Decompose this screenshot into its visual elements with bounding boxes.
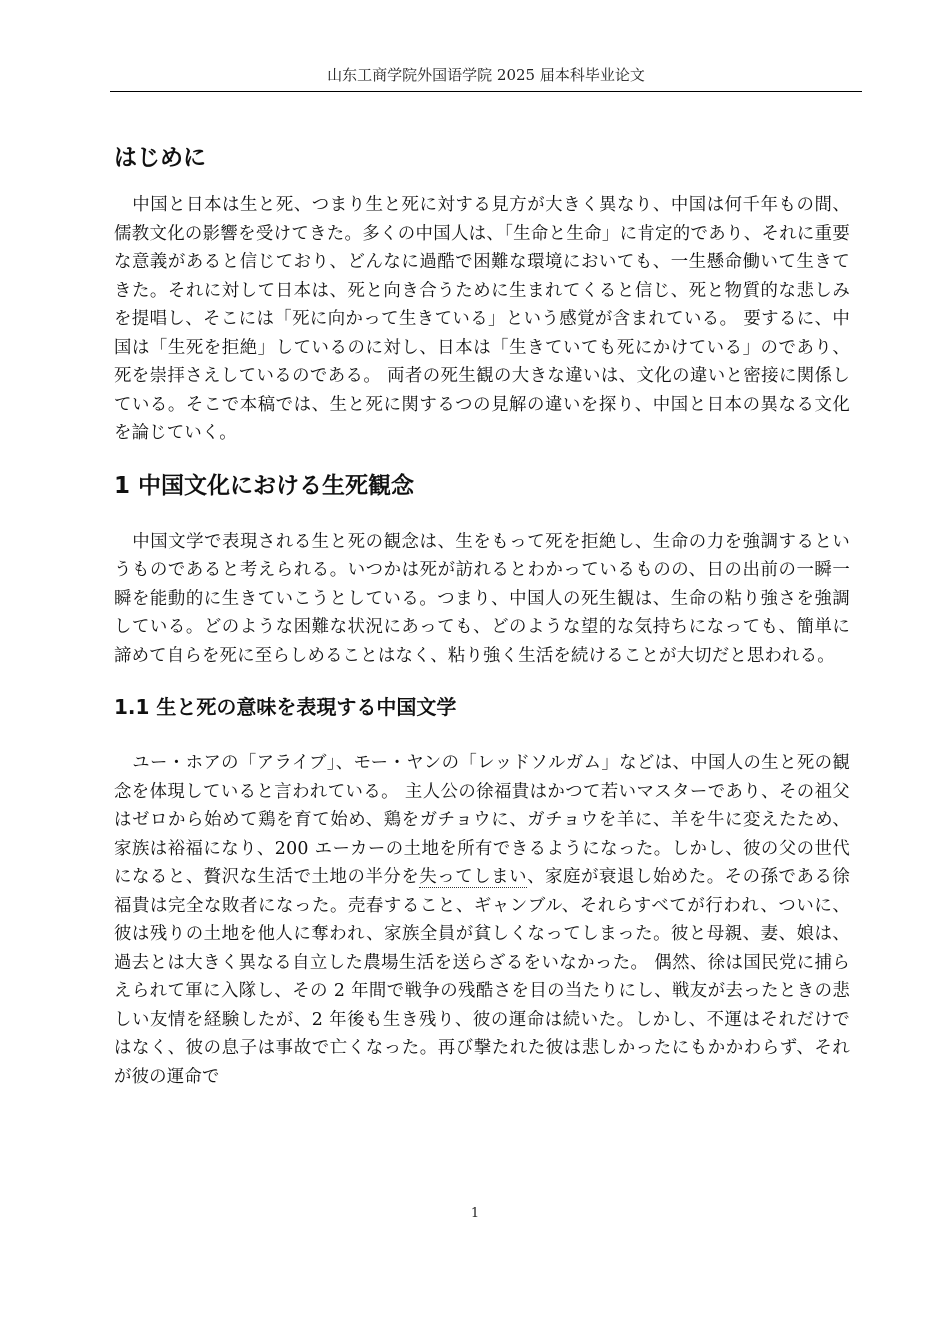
section-1-1-text-before: ユー・ホアの「アライブ」、モー・ヤンの「レッドソルガム」などは、中国人の生と死の観念を体現していると言われている。 主人公の徐福貴はかつて若いマスターであり、その祖父はゼロから始めて鶏を育て始め、鶏をガチョウに、ガチョウを羊に、羊を牛に変えたため、家族は裕福になり、200 エーカーの土地を所有できるようになった。しかし、彼の父の世代になると、贅沢な生活で土地の半分を (114, 753, 850, 887)
intro-heading: はじめに (114, 145, 206, 171)
section-1-heading: 1 中国文化における生死観念 (114, 472, 415, 499)
section-1-1-text-after: 、家庭が衰退し始めた。その孫である徐福貴は完全な敗者になった。売春すること、ギャンブル、それらすべてが行われ、ついに、彼は残りの土地を他人に奪われ、家族全員が貧しくなってしまった。彼と母親、妻、娘は、過去とは大きく異なる自立した農場生活を送らざるをいなかった。 偶然、徐は国民党に捕らえられて軍に入隊し、その 2 年間で戦争の残酷さを目の当たりにし、戦友が去ったときの悲しい友情を経験したが、2 年後も生き残り、彼の運命は続いた。しかし、不運はそれだけではなく、彼の息子は事故で亡くなった。再び撃たれた彼は悲しかったにもかかわらず、それが彼の運命で (114, 867, 851, 1087)
section-1-1-heading: 1.1 生と死の意味を表現する中国文学 (114, 695, 457, 719)
header-rule (110, 91, 862, 92)
section-1-paragraph: 中国文学で表現される生と死の観念は、生をもって死を拒絶し、生命の力を強調するというものであると考えられる。いつかは死が訪れるとわかっているものの、日の出前の一瞬一瞬を能動的に生きていこうとしている。つまり、中国人の死生観は、生命の粘り強さを強調している。どのような困難な状況にあっても、どのような望的な気持ちになっても、簡単に諦めて自らを死に至らしめることはなく、粘り強く生活を続けることが大切だと思われる。 (114, 531, 850, 666)
intro-paragraph: 中国と日本は生と死、つまり生と死に対する見方が大きく異なり、中国は何千年もの間、儒教文化の影響を受けてきた。多くの中国人は、「生命と生命」に肯定的であり、それに重要な意義があると信じており、どんなに過酷で困難な環境においても、一生懸命働いて生きてきた。それに対して日本は、死と向き合うために生まれてくると信じ、死と物質的な悲しみを提唱し、そこには「死に向かって生きている」という感覚が含まれている。 要するに、中国は「生死を拒絶」しているのに対し、日本は「生きていても死にかけている」のであり、死を崇拝さえしているのである。 両者の死生観の大きな違いは、文化の違いと密接に関係している。そこで本稿では、生と死に関するつの見解の違いを探り、中国と日本の異なる文化を論じていく。 (114, 195, 850, 443)
dotted-underline-mark: 失ってしまい (419, 867, 528, 887)
section-1-1-paragraph (114, 749, 850, 1091)
running-header: 山东工商学院外国语学院 2025 届本科毕业论文 (327, 66, 645, 84)
document-body (114, 140, 850, 1091)
page-number: 1 (470, 1206, 480, 1221)
